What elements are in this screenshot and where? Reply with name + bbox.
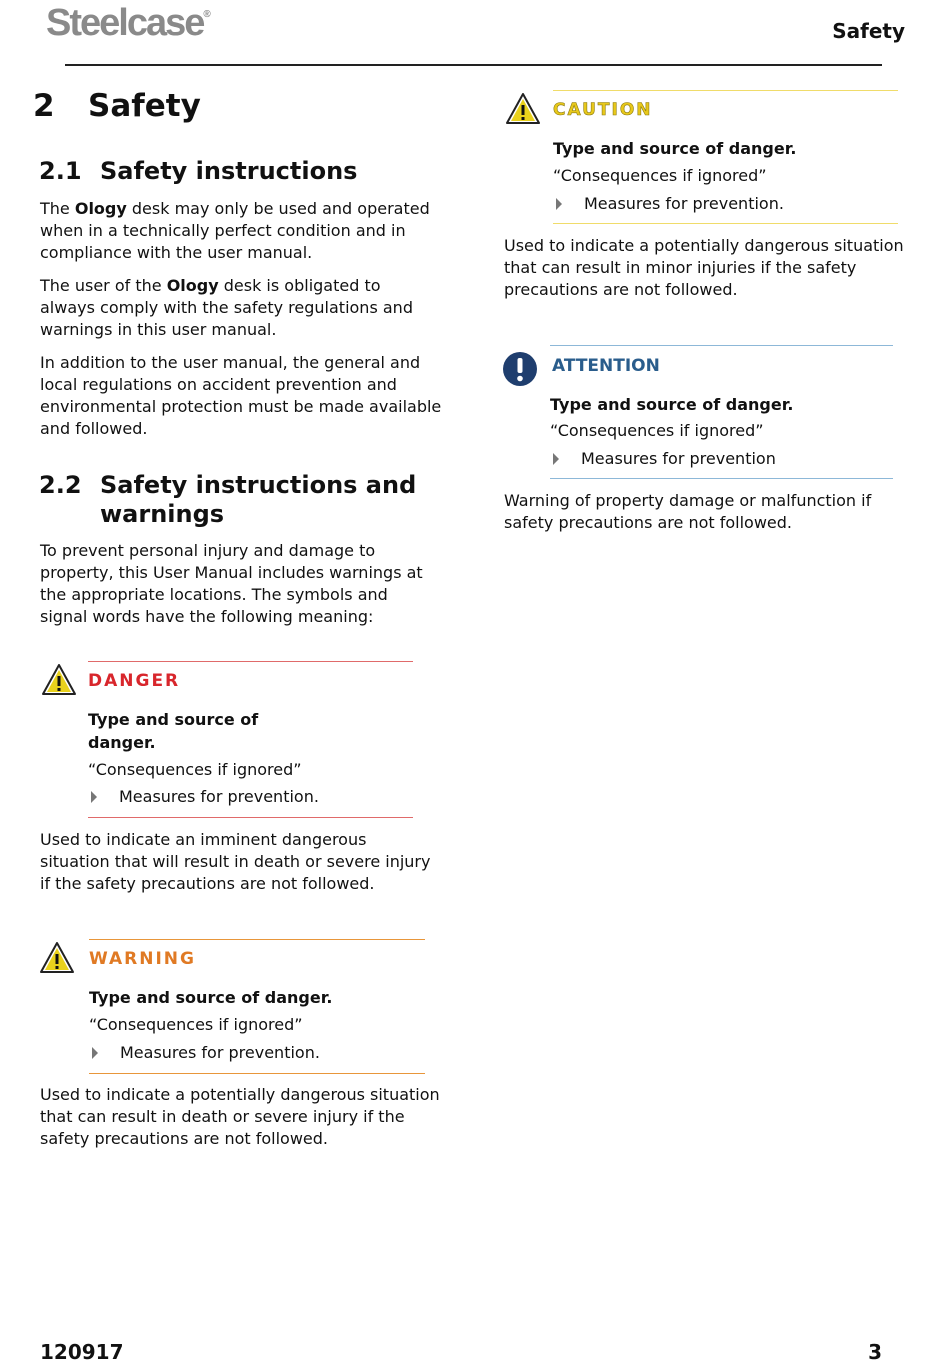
danger-top-rule	[88, 661, 413, 662]
hazard-measure: Measures for prevention.	[553, 194, 784, 213]
warning-triangle-icon	[41, 662, 77, 698]
hazard-consequence: “Consequences if ignored”	[553, 166, 767, 185]
attention-bottom-rule	[550, 478, 893, 479]
attention-top-rule	[550, 345, 893, 346]
paragraph: To prevent personal injury and damage to property, this User Manual includes warnings at the appropriate locations. The symbols and signal words have the following meaning:	[40, 541, 423, 626]
chapter-heading	[33, 88, 201, 124]
danger-description: Used to indicate an imminent dangerous situation that will result in death or severe injury if the safety precautions are not followed.	[40, 830, 431, 893]
product-name: Ology	[74, 199, 127, 218]
paragraph: In addition to the user manual, the general and local regulations on accident prevention and environmental protection must be made available and followed.	[40, 353, 442, 438]
page-number: 3	[868, 1340, 882, 1364]
section-2-2-heading	[39, 471, 416, 529]
bullet-arrow-icon	[92, 1047, 98, 1059]
hazard-type: Type and source of danger.	[89, 988, 333, 1007]
caution-top-rule	[553, 90, 898, 91]
attention-description: Warning of property damage or malfunction if safety precautions are not followed.	[504, 491, 872, 532]
paragraph: The Ology desk may only be used and operated when in a technically perfect condition and in compliance with the user manual.	[40, 199, 430, 262]
hazard-consequence: “Consequences if ignored”	[88, 760, 302, 779]
header-section-title: Safety	[832, 19, 905, 43]
product-name: Ology	[166, 276, 219, 295]
warning-bottom-rule	[89, 1073, 425, 1074]
exclamation-circle-icon	[502, 351, 538, 387]
hazard-type: Type and source of danger.	[553, 139, 797, 158]
hazard-type: Type and source of danger.	[550, 395, 794, 414]
paragraph: The user of the Ology desk is obligated to always comply with the safety regulations and warnings in this user manual.	[40, 276, 413, 339]
bullet-arrow-icon	[556, 198, 562, 210]
hazard-consequence: “Consequences if ignored”	[550, 421, 764, 440]
section-title: Safety instructions	[100, 157, 358, 185]
warning-description: Used to indicate a potentially dangerous situation that can result in death or severe injury if the safety precautions are not followed.	[40, 1085, 440, 1148]
warning-triangle-icon	[505, 91, 541, 127]
caution-signal-word: CAUTION	[553, 100, 653, 120]
warning-signal-word: WARNING	[89, 949, 196, 969]
document-number: 120917	[40, 1340, 124, 1364]
warning-top-rule	[89, 939, 425, 940]
attention-signal-word: ATTENTION	[552, 356, 660, 376]
bullet-arrow-icon	[91, 791, 97, 803]
caution-description: Used to indicate a potentially dangerous situation that can result in minor injuries if the safety precautions are not followed.	[504, 236, 904, 299]
section-number: 2.2	[39, 471, 82, 499]
hazard-consequence: “Consequences if ignored”	[89, 1015, 303, 1034]
section-title: Safety instructions and warnings	[100, 471, 417, 528]
chapter-title: Safety	[88, 88, 201, 124]
hazard-measure: Measures for prevention.	[88, 787, 319, 806]
bullet-arrow-icon	[553, 453, 559, 465]
danger-bottom-rule	[88, 817, 413, 818]
section-2-1-heading	[39, 157, 357, 186]
steelcase-logo: Steelcase®	[46, 2, 211, 44]
section-number: 2.1	[39, 157, 82, 185]
caution-bottom-rule	[553, 223, 898, 224]
chapter-number: 2	[33, 88, 55, 124]
hazard-measure: Measures for prevention.	[89, 1043, 320, 1062]
warning-triangle-icon	[39, 940, 75, 976]
hazard-measure: Measures for prevention	[550, 449, 776, 468]
danger-signal-word: DANGER	[88, 671, 181, 691]
hazard-type: Type and source of danger.	[88, 710, 259, 752]
header-rule	[65, 64, 882, 66]
